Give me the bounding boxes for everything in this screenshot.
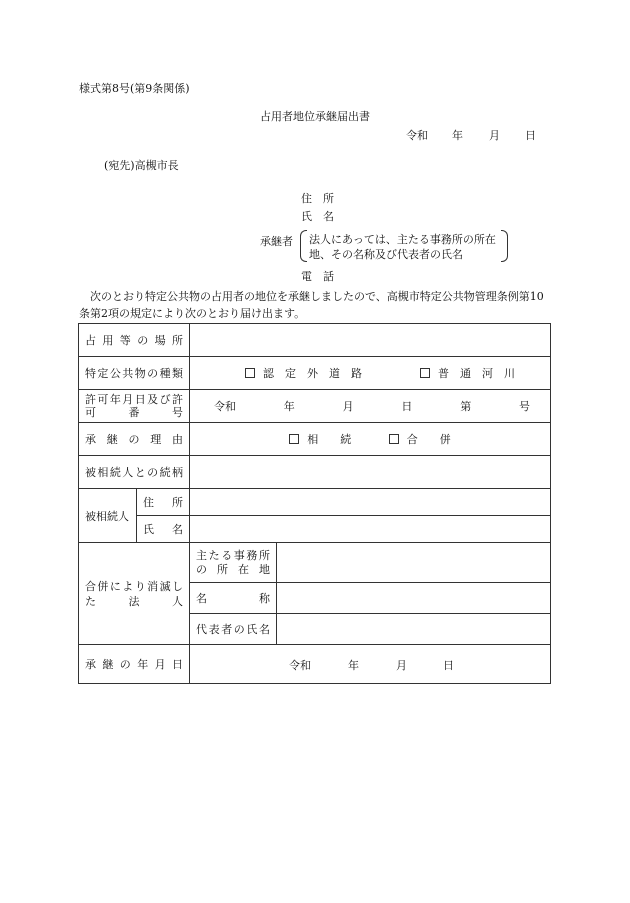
- addressee: (宛先)高槻市長: [104, 159, 179, 172]
- merged-office-value[interactable]: [277, 543, 551, 583]
- checkbox-icon[interactable]: [389, 434, 399, 444]
- merged-name-value[interactable]: [277, 583, 551, 614]
- name-label: 氏 名: [301, 210, 334, 223]
- merged-rep-label: 代表者の氏名: [196, 623, 270, 636]
- merged-name-label-cell: [190, 583, 277, 614]
- relation-label: 被相続人との続柄: [85, 466, 183, 479]
- left-brace: [300, 230, 307, 262]
- reason-label: 承継の理由: [85, 433, 183, 446]
- decedent-addr-label-cell: [137, 489, 190, 516]
- type-label: 特定公共物の種類: [85, 367, 183, 380]
- checkbox-icon[interactable]: [289, 434, 299, 444]
- reason-value: [190, 423, 551, 456]
- form-number: 様式第8号(第9条関係): [79, 82, 190, 95]
- date-year: 年: [452, 129, 463, 142]
- type-option-road[interactable]: 認 定 外 道 路: [245, 365, 362, 381]
- succession-date-label-cell: [79, 645, 190, 684]
- merged-rep-label-cell: [190, 614, 277, 645]
- merged-office-label: 主たる事務所の所在地: [196, 548, 270, 576]
- place-label: 占用等の場所: [85, 334, 183, 347]
- type-label-cell: [79, 357, 190, 390]
- checkbox-icon[interactable]: [245, 368, 255, 378]
- phone-label: 電 話: [301, 270, 334, 283]
- merged-label: 合併により消滅した法人: [85, 579, 183, 608]
- place-label-cell: [79, 324, 190, 357]
- permit-value[interactable]: 令和 年 月 日 第 号: [190, 390, 551, 423]
- page-title: 占用者地位承継届出書: [260, 110, 370, 123]
- type-option-river[interactable]: 普 通 河 川: [420, 365, 515, 381]
- merged-name-label: 名 称: [196, 592, 270, 605]
- reason-option-inherit[interactable]: 相 続: [289, 433, 351, 446]
- type-value: [190, 357, 551, 390]
- decedent-name-label-cell: [137, 516, 190, 543]
- date-era: 令和: [406, 129, 428, 142]
- corporate-note: [300, 230, 508, 260]
- reason-label-cell: [79, 423, 190, 456]
- permit-label: 許可年月日及び許可番号: [85, 393, 183, 419]
- checkbox-icon[interactable]: [420, 368, 430, 378]
- successor-label: 承継者: [260, 235, 293, 248]
- merged-office-label-cell: [190, 543, 277, 583]
- address-label: 住 所: [301, 192, 334, 205]
- merged-rep-value[interactable]: [277, 614, 551, 645]
- relation-label-cell: [79, 456, 190, 489]
- right-brace: [501, 230, 508, 262]
- body-text: 次のとおり特定公共物の占用者の地位を承継しましたので、高槻市特定公共物管理条例第10条第2項の規定により次のとおり届け出ます。: [79, 290, 544, 320]
- place-value[interactable]: [190, 324, 551, 357]
- notification-table: [78, 323, 551, 684]
- decedent-label-cell: [79, 489, 137, 543]
- note-line-1: 法人にあっては、主たる事務所の所在: [309, 233, 496, 246]
- date-month: 月: [489, 129, 500, 142]
- decedent-label: 被相続人: [85, 509, 129, 523]
- decedent-address-value[interactable]: [190, 489, 551, 516]
- merged-label-cell: [79, 543, 190, 645]
- note-line-2: 地、その名称及び代表者の氏名: [309, 248, 463, 261]
- date-day: 日: [525, 129, 536, 142]
- succession-date-value[interactable]: 令和 年 月 日: [190, 645, 551, 684]
- relation-value[interactable]: [190, 456, 551, 489]
- decedent-address-label: 住 所: [143, 496, 183, 509]
- decedent-name-value[interactable]: [190, 516, 551, 543]
- reason-option-merge[interactable]: 合 併: [389, 433, 451, 446]
- decedent-name-label: 氏 名: [143, 523, 183, 536]
- succession-date-label: 承継の年月日: [85, 658, 183, 671]
- permit-label-cell: [79, 390, 190, 423]
